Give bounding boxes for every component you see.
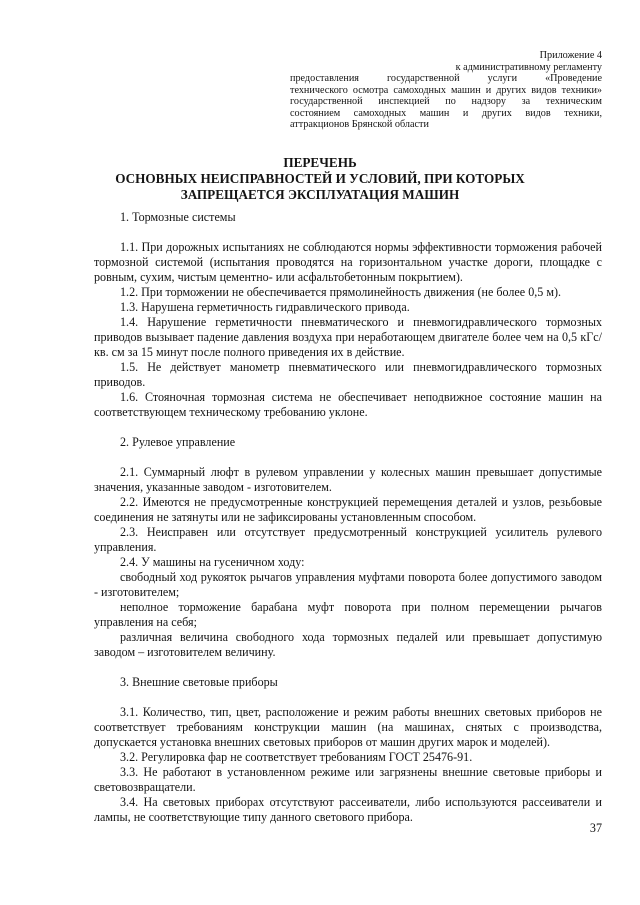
appendix-header: [290, 50, 602, 131]
list-item: 2.3. Неисправен или отсутствует предусмотренный конструкцией усилитель рулевого управления.: [94, 525, 602, 554]
title-line: ЗАПРЕЩАЕТСЯ ЭКСПЛУАТАЦИЯ МАШИН: [180, 187, 460, 202]
appendix-reference-line: технического осмотра самоходных машин и других видов техники»: [290, 84, 602, 96]
list-item: 1.1. При дорожных испытаниях не соблюдаются нормы эффективности торможения рабочей тормозной системой (испытания проводятся на горизонтальном участке дороги, площадке с ровным, сухим, чистым цементно- или асфальтобетонным покрытием).: [94, 240, 602, 284]
appendix-reference-line: государственной инспекцией по надзору за техническим: [290, 96, 602, 107]
list-item: 1.2. При торможении не обеспечивается прямолинейность движения (не более 0,5 м).: [120, 285, 562, 299]
title-line: ПЕРЕЧЕНЬ: [283, 155, 357, 170]
appendix-reference-line: предоставления государственной услуги «Проведение: [290, 73, 602, 84]
section-heading-brakes: 1. Тормозные системы: [120, 210, 236, 224]
list-item: 1.4. Нарушение герметичности пневматического и пневмогидравлического тормозных приводов вызывает падение давления воздуха при неработающем двигателе более чем на 0,5 кГс/кв. см за 15 минут после полного приведения их в действие.: [94, 315, 602, 359]
appendix-reference-line: состоянием самоходных машин и других видов техники,: [290, 107, 602, 119]
list-item: свободный ход рукояток рычагов управления муфтами поворота более допустимого заводом - изготовителем;: [94, 570, 602, 599]
appendix-reference-line: аттракционов Брянской области: [290, 119, 429, 130]
list-item: неполное торможение барабана муфт поворота при полном перемещении рычагов управления на себя;: [94, 600, 602, 629]
title-line: ОСНОВНЫХ НЕИСПРАВНОСТЕЙ И УСЛОВИЙ, ПРИ КОТОРЫХ: [115, 171, 525, 186]
list-item: 3.4. На световых приборах отсутствуют рассеиватели, либо используются рассеиватели и лампы, не соответствующие типу данного светового прибора.: [94, 795, 602, 824]
document-body: [94, 210, 602, 825]
list-item: 2.2. Имеются не предусмотренные конструкцией перемещения деталей и узлов, резьбовые соединения не затянуты или не зафиксированы установленным способом.: [94, 495, 602, 524]
list-item: 2.4. У машины на гусеничном ходу:: [120, 555, 305, 569]
page-number: 37: [589, 821, 602, 835]
section-heading-lights: 3. Внешние световые приборы: [120, 675, 278, 689]
list-item: 1.6. Стояночная тормозная система не обеспечивает неподвижное состояние машин на соответствующем техническому требованию уклоне.: [94, 390, 602, 419]
section-heading-steering: 2. Рулевое управление: [120, 435, 236, 449]
list-item: 1.5. Не действует манометр пневматического или пневмогидравлического тормозных приводов.: [94, 360, 602, 389]
list-item: 3.3. Не работают в установленном режиме или загрязнены внешние световые приборы и световозвращатели.: [94, 765, 602, 794]
document-title: [0, 155, 640, 203]
appendix-number: Приложение 4: [539, 50, 602, 61]
list-item: 3.2. Регулировка фар не соответствует требованиям ГОСТ 25476-91.: [120, 750, 473, 764]
list-item: 1.3. Нарушена герметичность гидравлического привода.: [120, 300, 410, 314]
list-item: 3.1. Количество, тип, цвет, расположение и режим работы внешних световых приборов не соответствует требованиям конструкции машин (на машинах, снятых с производства, допускается установка внешних световых приборов от машин других марок и моделей).: [94, 705, 602, 749]
list-item: 2.1. Суммарный люфт в рулевом управлении у колесных машин превышает допустимые значения, указанные заводом - изготовителем.: [94, 465, 602, 494]
appendix-reference-line: к административному регламенту: [455, 61, 602, 73]
list-item: различная величина свободного хода тормозных педалей или превышает допустимую заводом – изготовителем величину.: [94, 630, 602, 659]
